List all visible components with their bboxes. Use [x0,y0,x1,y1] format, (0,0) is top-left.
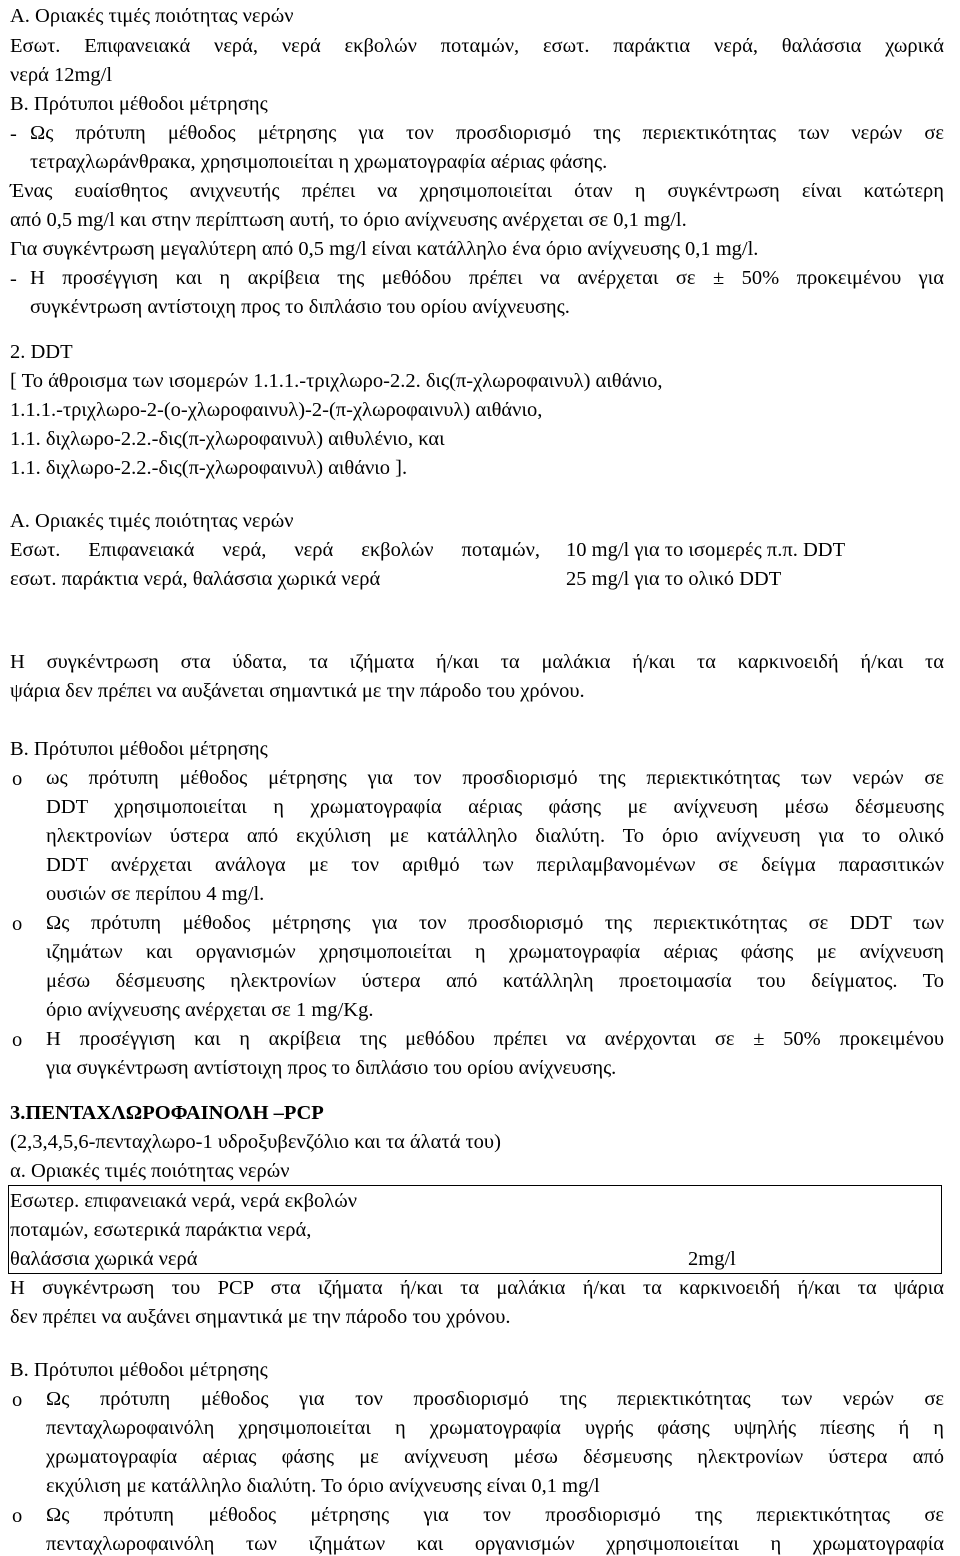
ddt-definition-line: [ Το άθροισμα των ισομερών 1.1.1.-τριχλωρο-2.2. δις(π-χλωροφαινυλ) αιθάνιο, [10,370,663,392]
bullet-text: μέσω δέσμευσης ηλεκτρονίων ύστερα από κατάλληλη προετοιμασία του δείγματος. Το [46,970,944,992]
bullet-text: πενταχλωροφαινόλη των ιζημάτων και οργανισμών χρησιμοποιείται η χρωματογραφία [46,1533,944,1555]
water-type-line: εσωτ. παράκτια νερά, θαλάσσια χωρικά νερά [10,568,381,590]
bullet-text: ιζημάτων και οργανισμών χρησιμοποιείται η χρωματογραφία αέριας φάσης με ανίχνευση [46,941,944,963]
bullet-text: Ως πρότυπη μέθοδος μέτρησης για τον προσδιορισμό της περιεκτικότητας σε [46,1504,944,1526]
bullet-marker: ο [12,1505,23,1527]
bullet-marker: ο [12,768,23,790]
table-water-line: ποταμών, εσωτερικά παράκτια νερά, [10,1219,312,1241]
ddt-title: 2. DDT [10,341,73,363]
dash-marker: - [10,123,17,145]
bullet-text: ηλεκτρονίων ύστερα από εκχύλιση με κατάλληλο διαλύτη. Το όριο ανίχνευση για το ολικό [46,825,944,847]
bullet-text: ως πρότυπη μέθοδος μέτρησης για τον προσδιορισμό της περιεκτικότητας των νερών σε [46,767,944,789]
bullet-text: για συγκέντρωση αντίστοιχη προς το διπλάσιο του ορίου ανίχνευσης. [46,1057,617,1079]
bullet-text: χρωματογραφία αέριας φάσης με ανίχνευση μέσω δέσμευσης ηλεκτρονίων ύστερα από [46,1446,944,1468]
bullet-text: όριο ανίχνευσης ανέρχεται σε 1 mg/Kg. [46,999,374,1021]
table-water-line: Εσωτερ. επιφανειακά νερά, νερά εκβολών [10,1190,357,1212]
water-limit-line: νερά 12mg/l [10,64,113,86]
paragraph-line: Για συγκέντρωση μεγαλύτερη από 0,5 mg/l είναι κατάλληλο ένα όριο ανίχνευσης 0,1 mg/l. [10,238,759,260]
bullet-marker: ο [12,913,23,935]
concentration-line: Η συγκέντρωση του PCP στα ιζήματα ή/και τα μαλάκια ή/και τα καρκινοειδή ή/και τα ψάρια [10,1277,944,1299]
section-heading-a: α. Οριακές τιμές ποιότητας νερών [10,1160,290,1182]
section-heading-b: Β. Πρότυποι μέθοδοι μέτρησης [10,738,268,760]
bullet-marker: ο [12,1029,23,1051]
ddt-definition-line: 1.1.1.-τριχλωρο-2-(ο-χλωροφαινυλ)-2-(π-χλωροφαινυλ) αιθάνιο, [10,399,543,421]
dash-item-text: τετραχλωράνθρακα, χρησιμοποιείται η χρωματογραφία αέριας φάσης. [30,151,608,173]
bullet-text: DDT χρησιμοποιείται η χρωματογραφία αέριας φάσης με ανίχνευση μέσω δέσμευσης [46,796,944,818]
bullet-text: Ως πρότυπη μέθοδος για τον προσδιορισμό της περιεκτικότητας των νερών σε [46,1388,944,1410]
section-heading-a: Α. Οριακές τιμές ποιότητας νερών [10,5,294,27]
paragraph-line: από 0,5 mg/l και στην περίπτωση αυτή, το όριο ανίχνευσης ανέρχεται σε 0,1 mg/l. [10,209,687,231]
concentration-line: δεν πρέπει να αυξάνει σημαντικά με την πάροδο του χρόνου. [10,1306,511,1328]
ddt-limit-total: 25 mg/l για το ολικό DDT [566,568,782,590]
ddt-limit-isomer: 10 mg/l για το ισομερές π.π. DDT [566,539,846,561]
bullet-text: πενταχλωροφαινόλη χρησιμοποιείται η χρωματογραφία υγρής φάσης υψηλής πίεσης ή η [46,1417,944,1439]
concentration-line: Η συγκέντρωση στα ύδατα, τα ιζήματα ή/και τα μαλάκια ή/και τα καρκινοειδή ή/και τα [10,651,944,673]
dash-item-text: συγκέντρωση αντίστοιχη προς το διπλάσιο του ορίου ανίχνευσης. [30,296,570,318]
dash-item-text: Ως πρότυπη μέθοδος μέτρησης για τον προσδιορισμό της περιεκτικότητας των νερών σε [30,122,944,144]
water-type-line: Εσωτ. Επιφανειακά νερά, νερά εκβολών ποταμών, [10,539,540,561]
pcp-title: 3.ΠΕΝΤΑΧΛΩΡΟΦΑΙΝΟΛΗ –PCP [10,1102,324,1124]
concentration-line: ψάρια δεν πρέπει να αυξάνεται σημαντικά με την πάροδο του χρόνου. [10,680,585,702]
bullet-text: ουσιών σε περίπου 4 mg/l. [46,883,265,905]
section-heading-b: Β. Πρότυποι μέθοδοι μέτρησης [10,93,268,115]
section-heading-b: Β. Πρότυποι μέθοδοι μέτρησης [10,1359,268,1381]
pcp-limit-value: 2mg/l [688,1248,736,1270]
dash-marker: - [10,268,17,290]
pcp-subtitle: (2,3,4,5,6-πενταχλωρο-1 υδροξυβενζόλιο και τα άλατά του) [10,1131,501,1153]
ddt-definition-line: 1.1. διχλωρο-2.2.-δις(π-χλωροφαινυλ) αιθυλένιο, και [10,428,445,450]
table-water-line: θαλάσσια χωρικά νερά [10,1248,198,1270]
water-limit-line: Εσωτ. Επιφανειακά νερά, νερά εκβολών ποταμών, εσωτ. παράκτια νερά, θαλάσσια χωρικά [10,35,944,57]
paragraph-line: Ένας ευαίσθητος ανιχνευτής πρέπει να χρησιμοποιείται όταν η συγκέντρωση είναι κατώτερη [10,180,944,202]
section-heading-a: Α. Οριακές τιμές ποιότητας νερών [10,510,294,532]
bullet-text: εκχύλιση με κατάλληλο διαλύτη. Το όριο ανίχνευσης είναι 0,1 mg/l [46,1475,600,1497]
bullet-marker: ο [12,1389,23,1411]
dash-item-text: Η προσέγγιση και η ακρίβεια της μεθόδου πρέπει να ανέρχεται σε ± 50% προκειμένου για [30,267,944,289]
bullet-text: Η προσέγγιση και η ακρίβεια της μεθόδου πρέπει να ανέρχονται σε ± 50% προκειμένου [46,1028,944,1050]
bullet-text: Ως πρότυπη μέθοδος μέτρησης για τον προσδιορισμό της περιεκτικότητας σε DDT των [46,912,944,934]
ddt-definition-line: 1.1. διχλωρο-2.2.-δις(π-χλωροφαινυλ) αιθάνιο ]. [10,457,408,479]
bullet-text: DDT ανέρχεται ανάλογα με τον αριθμό των περιλαμβανομένων σε δείγμα παρασιτικών [46,854,944,876]
